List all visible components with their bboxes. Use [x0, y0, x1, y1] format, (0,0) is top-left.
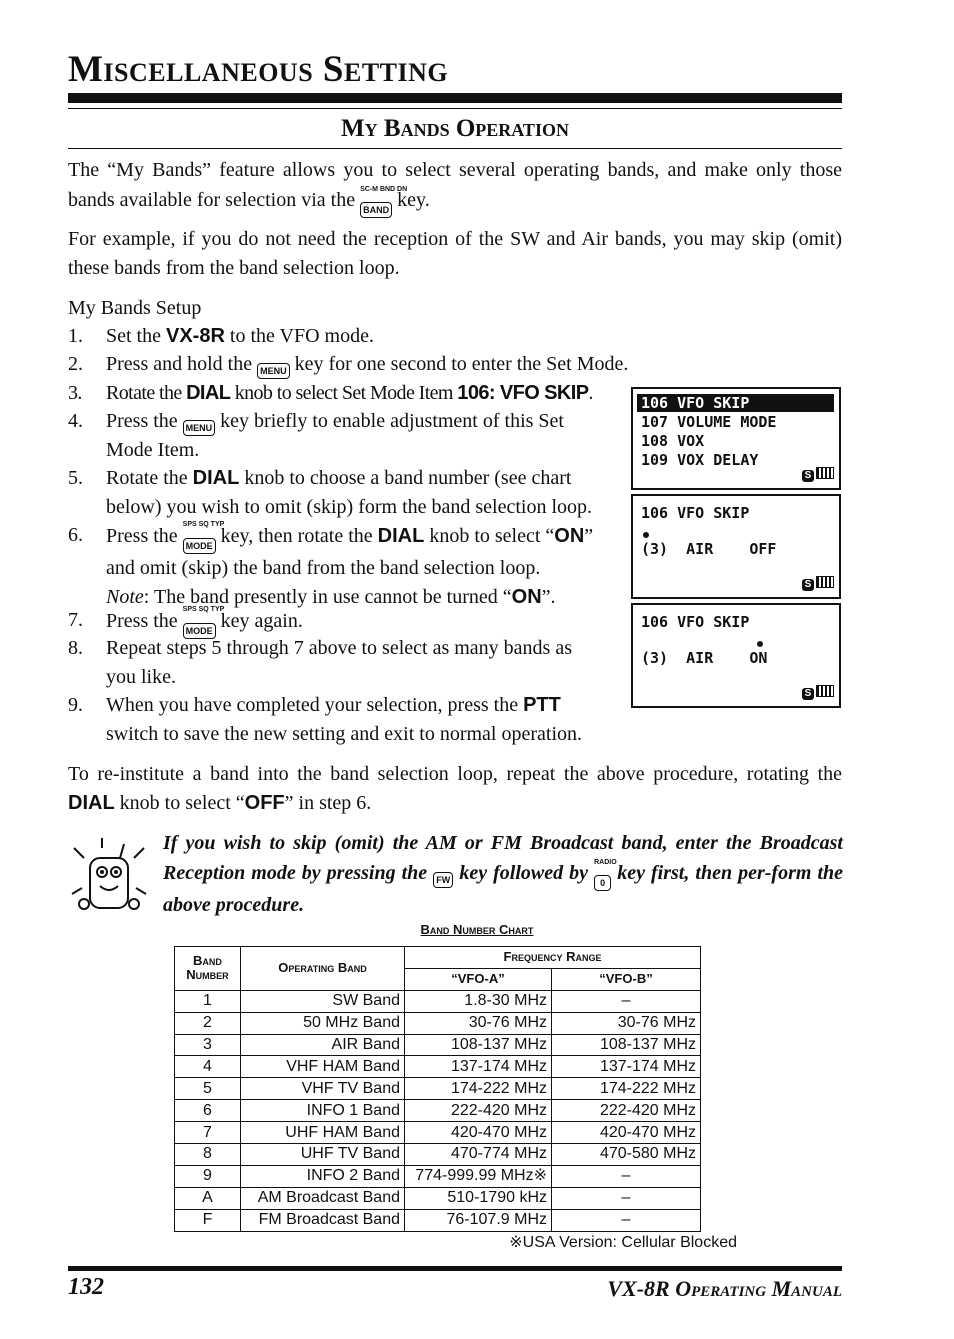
- table-cell: 420-470 MHz: [405, 1122, 552, 1144]
- table-cell: AIR Band: [241, 1034, 405, 1056]
- table-row: [175, 1100, 701, 1122]
- lcd-line: 109 VOX DELAY: [641, 451, 759, 469]
- footer-rule: [68, 1266, 842, 1271]
- table-cell: 222-420 MHz: [405, 1100, 552, 1122]
- table-cell: 1.8-30 MHz: [405, 990, 552, 1012]
- table-cell: 137-174 MHz: [405, 1056, 552, 1078]
- table-row: [175, 1056, 701, 1078]
- intro-paragraph-2: For example, if you do not need the reception of the SW and Air bands, you may skip (omit) these bands from the band selection loop.: [68, 228, 842, 279]
- zero-key-icon: RADIO 0: [594, 858, 611, 891]
- table-cell: –: [552, 990, 701, 1012]
- reinstitute-paragraph: To re-institute a band into the band selection loop, repeat the above procedure, rotating the DIAL knob to select “OFF” in step 6.: [68, 763, 842, 814]
- table-cell: 1: [175, 990, 241, 1012]
- table-cell: 174-222 MHz: [405, 1078, 552, 1100]
- page-title: Miscellaneous Setting: [68, 49, 449, 90]
- table-cell: 774-999.99 MHz※: [405, 1165, 552, 1187]
- table-cell: AM Broadcast Band: [241, 1187, 405, 1209]
- cursor-dot-icon: [643, 532, 649, 538]
- section-rule: [68, 148, 842, 149]
- table-cell: 108-137 MHz: [405, 1034, 552, 1056]
- menu-key-icon: MENU: [183, 420, 216, 436]
- fw-key-icon: FW: [433, 872, 453, 888]
- mascot-radio-icon: [68, 834, 150, 916]
- table-cell: 5: [175, 1078, 241, 1100]
- table-row: [175, 1034, 701, 1056]
- table-cell: –: [552, 1209, 701, 1231]
- table-cell: 2: [175, 1012, 241, 1034]
- lcd-line: (3) AIR OFF: [641, 540, 777, 558]
- table-row: [175, 1012, 701, 1034]
- table-row: [175, 1144, 701, 1166]
- header-frequency-range: Frequency Range: [405, 947, 701, 969]
- table-cell: 7: [175, 1122, 241, 1144]
- table-cell: 3: [175, 1034, 241, 1056]
- table-cell: 470-774 MHz: [405, 1144, 552, 1166]
- band-number-chart: [174, 946, 701, 1232]
- header-vfo-a: “VFO-A”: [405, 968, 552, 990]
- lcd-line: 106 VFO SKIP: [641, 504, 750, 522]
- title-rule-thin: [68, 108, 842, 109]
- table-cell: A: [175, 1187, 241, 1209]
- table-row: [175, 1165, 701, 1187]
- table-cell: 30-76 MHz: [552, 1012, 701, 1034]
- battery-icon: S: [802, 685, 834, 700]
- mode-key-icon: SPS SQ TYP MODE: [183, 606, 216, 639]
- table-cell: 6: [175, 1100, 241, 1122]
- table-cell: 470-580 MHz: [552, 1144, 701, 1166]
- title-rule: [68, 93, 842, 103]
- lcd-line: 108 VOX: [641, 432, 705, 450]
- table-row: [175, 1078, 701, 1100]
- table-cell: –: [552, 1187, 701, 1209]
- table-cell: 4: [175, 1056, 241, 1078]
- table-cell: 50 MHz Band: [241, 1012, 405, 1034]
- table-cell: SW Band: [241, 990, 405, 1012]
- cursor-dot-icon: [757, 641, 763, 647]
- header-band-number: Band Number: [175, 947, 241, 991]
- chart-title: Band Number Chart: [420, 922, 534, 937]
- chart-footnote: ※USA Version: Cellular Blocked: [509, 1234, 737, 1251]
- page-number: 132: [68, 1274, 104, 1300]
- lcd-display-on: [631, 603, 841, 708]
- table-cell: 137-174 MHz: [552, 1056, 701, 1078]
- table-cell: –: [552, 1165, 701, 1187]
- table-row: [175, 1122, 701, 1144]
- lcd-line-selected: 106 VFO SKIP: [637, 394, 834, 412]
- setup-heading: My Bands Setup: [68, 297, 202, 319]
- table-cell: 174-222 MHz: [552, 1078, 701, 1100]
- battery-icon: S: [802, 467, 834, 482]
- table-cell: 76-107.9 MHz: [405, 1209, 552, 1231]
- table-row: [175, 1187, 701, 1209]
- manual-title: VX-8R Operating Manual: [607, 1276, 842, 1301]
- mode-key-icon: SPS SQ TYP MODE: [183, 521, 216, 554]
- table-row: [175, 1209, 701, 1231]
- table-cell: F: [175, 1209, 241, 1231]
- table-row: [175, 990, 701, 1012]
- lcd-display-off: [631, 494, 841, 599]
- section-title: My Bands Operation: [341, 115, 569, 142]
- menu-key-icon: MENU: [257, 363, 290, 379]
- intro-paragraph-1: The “My Bands” feature allows you to select several operating bands, and make only those bands available for selection via the SC-M BND DN BAND key.: [68, 156, 842, 218]
- table-cell: 222-420 MHz: [552, 1100, 701, 1122]
- table-cell: VHF TV Band: [241, 1078, 405, 1100]
- table-cell: INFO 1 Band: [241, 1100, 405, 1122]
- table-cell: 420-470 MHz: [552, 1122, 701, 1144]
- lcd-line: (3) AIR ON: [641, 649, 768, 667]
- table-cell: 30-76 MHz: [405, 1012, 552, 1034]
- table-cell: INFO 2 Band: [241, 1165, 405, 1187]
- table-cell: 8: [175, 1144, 241, 1166]
- band-key-icon: SC-M BND DN BAND: [360, 185, 392, 218]
- lcd-line: 106 VFO SKIP: [641, 613, 750, 631]
- tip-note: If you wish to skip (omit) the AM or FM Broadcast band, enter the Broadcast Reception mode by pressing the FW key followed by RADIO 0 key first, then per-form the above procedure.: [163, 832, 844, 916]
- table-cell: 510-1790 kHz: [405, 1187, 552, 1209]
- table-cell: UHF TV Band: [241, 1144, 405, 1166]
- table-cell: 9: [175, 1165, 241, 1187]
- header-vfo-b: “VFO-B”: [552, 968, 701, 990]
- table-cell: VHF HAM Band: [241, 1056, 405, 1078]
- lcd-line: 107 VOLUME MODE: [641, 413, 777, 431]
- table-cell: FM Broadcast Band: [241, 1209, 405, 1231]
- header-operating-band: Operating Band: [241, 947, 405, 991]
- table-cell: UHF HAM Band: [241, 1122, 405, 1144]
- table-cell: 108-137 MHz: [552, 1034, 701, 1056]
- lcd-display-menu: [631, 387, 841, 490]
- battery-icon: S: [802, 576, 834, 591]
